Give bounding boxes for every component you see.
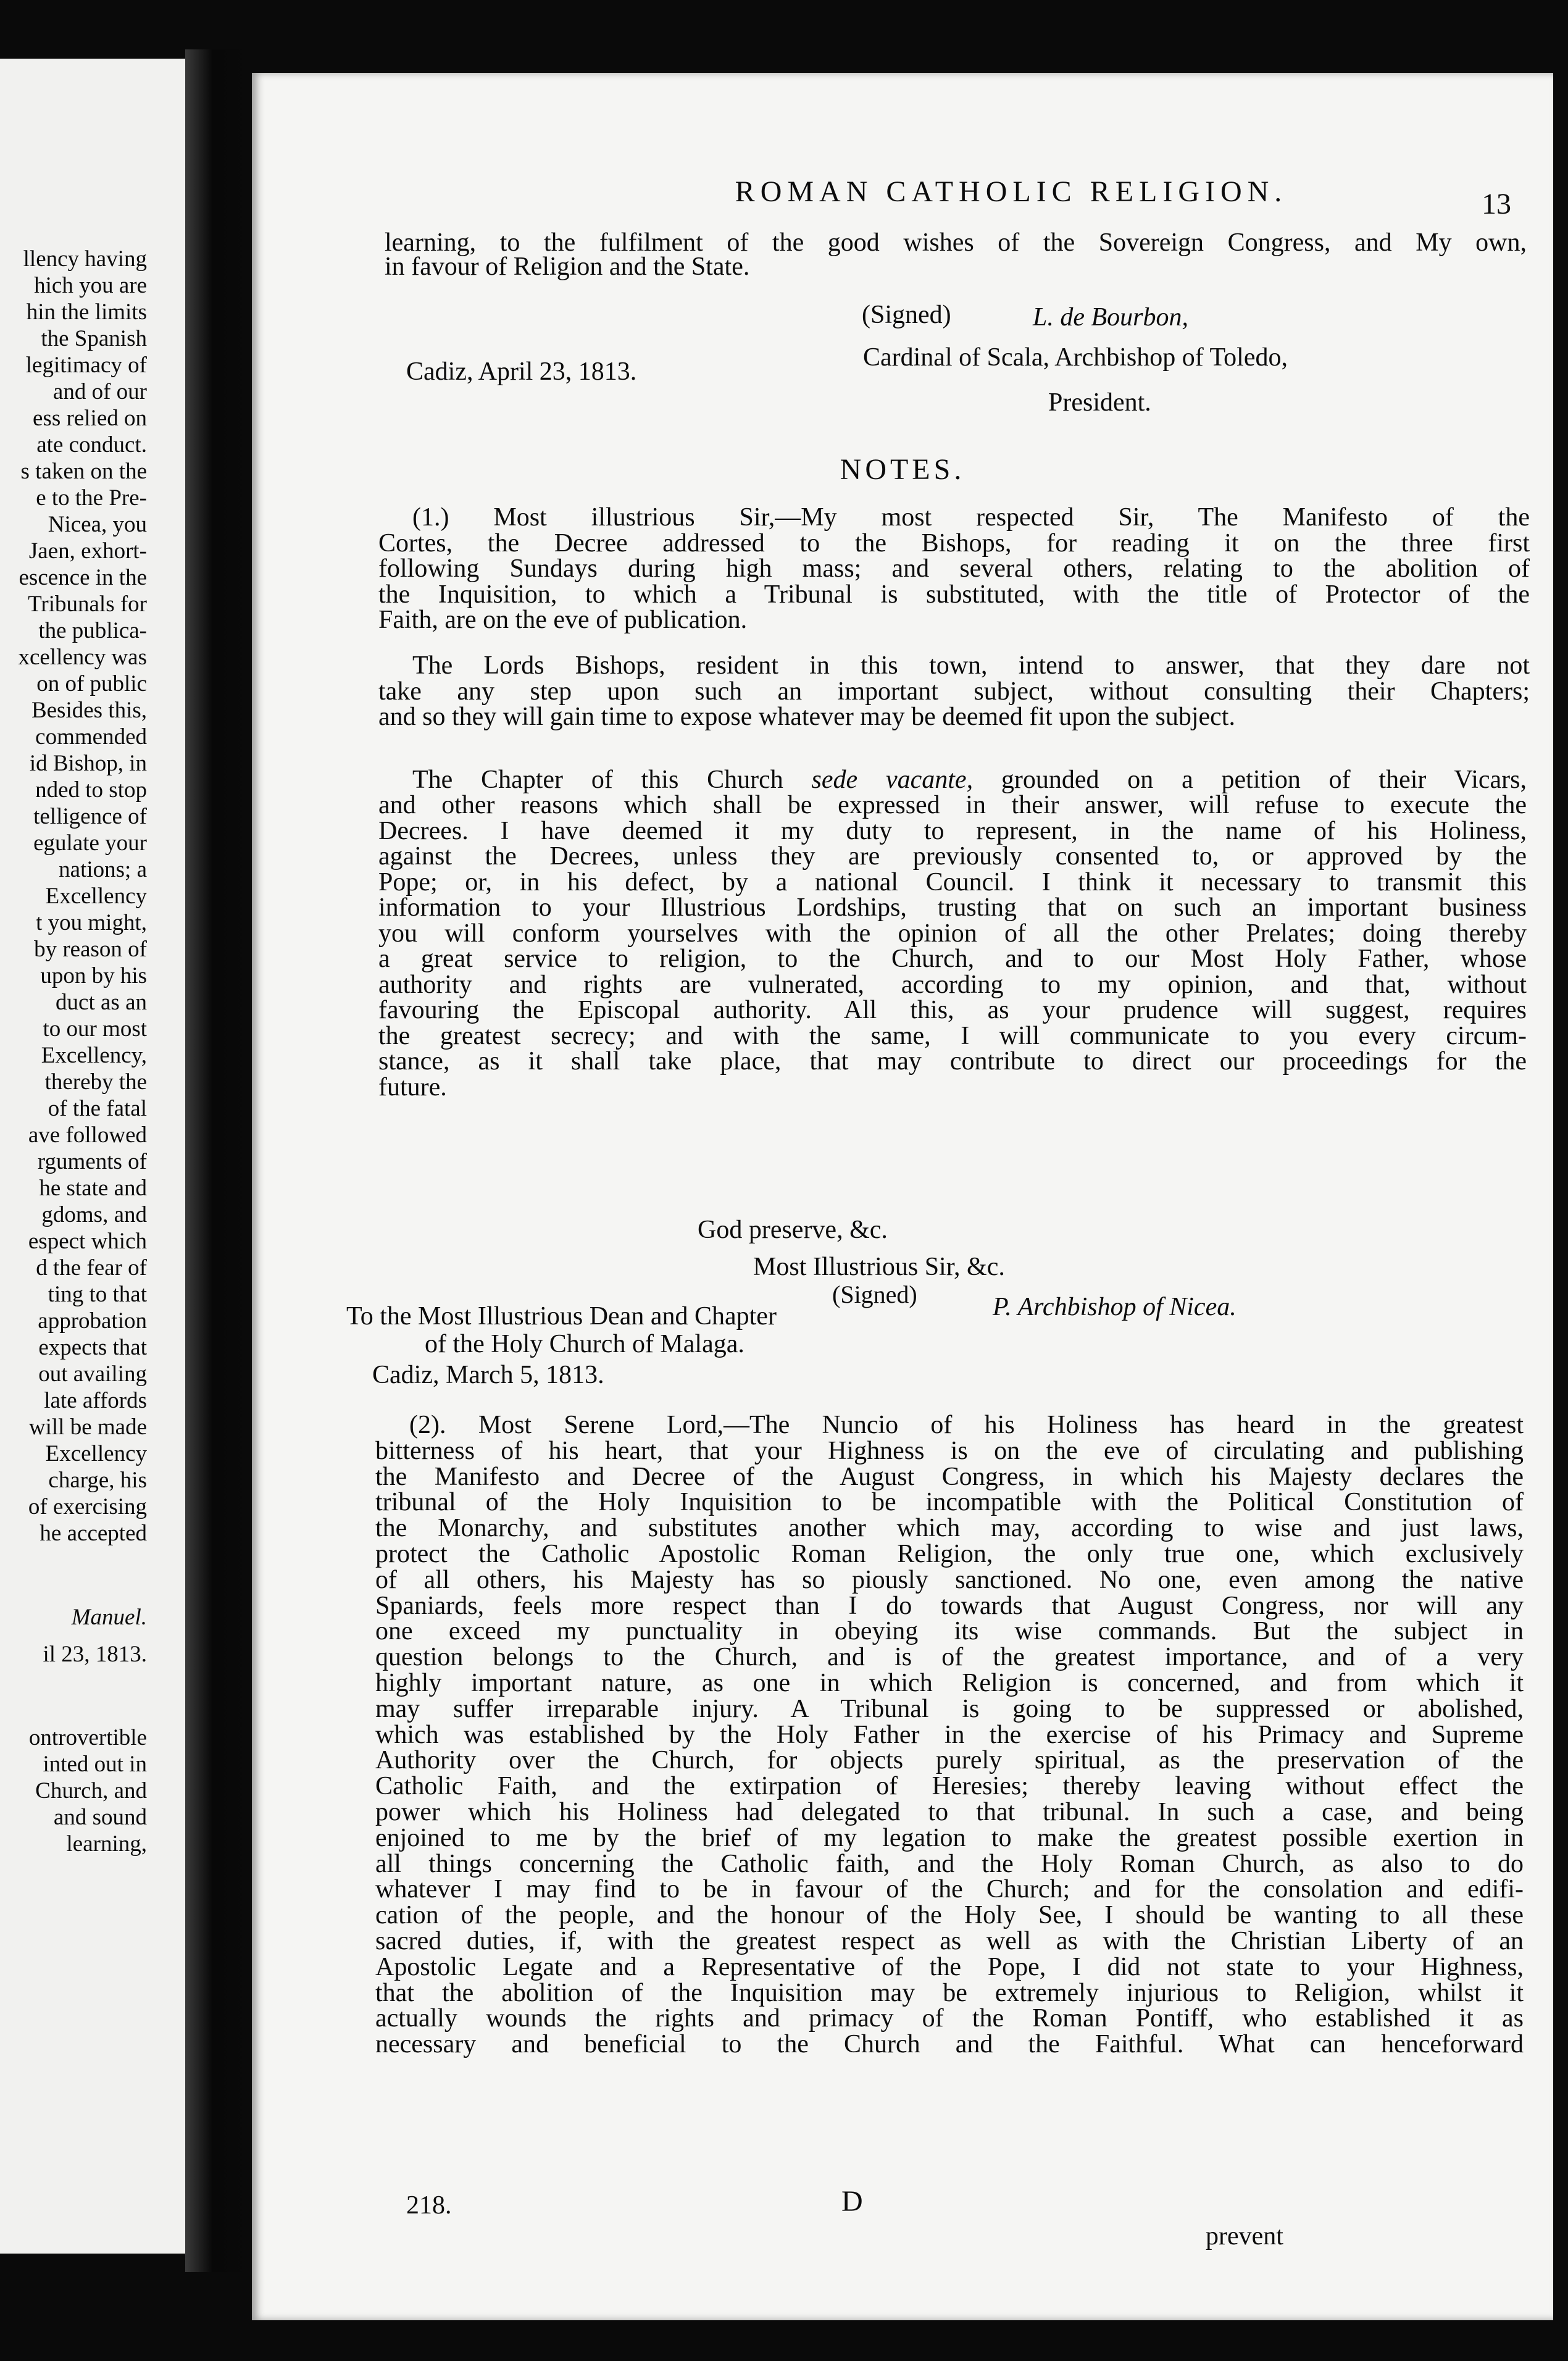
text-line: Cortes, the Decree addressed to the Bishops, for reading it on the three first: [378, 529, 1530, 558]
text-line: enjoined to me by the brief of my legation to make the greatest possible exertion in: [375, 1823, 1524, 1852]
facing-page-line: Excellency,: [41, 1043, 147, 1068]
closing-signed: (Signed): [832, 1281, 917, 1308]
facing-page-line: il 23, 1813.: [43, 1642, 147, 1667]
facing-page-line: he accepted: [40, 1521, 147, 1546]
text-line: (1.) Most illustrious Sir,—My most respected Sir, The Manifesto of the: [412, 503, 1530, 532]
facing-page-line: upon by his: [40, 963, 147, 988]
facing-page-line: Excellency: [45, 884, 147, 909]
text-line: a great service to religion, to the Church, and to our Most Holy Father, whose: [378, 945, 1527, 973]
facing-page-line: Manuel.: [71, 1605, 147, 1630]
facing-page-line: on of public: [36, 671, 147, 696]
text-line: question belongs to the Church, and is of the greatest importance, and of a very: [375, 1643, 1524, 1672]
facing-page-line: llency having: [23, 246, 147, 272]
facing-page-line: s taken on the: [20, 459, 147, 484]
facing-page-line: will be made: [28, 1415, 147, 1440]
text-line: (2). Most Serene Lord,—The Nuncio of his Holiness has heard in the greatest: [409, 1411, 1524, 1439]
text-line: the Inquisition, to which a Tribunal is substituted, with the title of Protector of the: [378, 580, 1530, 609]
facing-page-line: telligence of: [33, 804, 147, 829]
facing-page-line: to our most: [43, 1016, 147, 1042]
facing-page-line: nations; a: [59, 857, 147, 882]
facing-page-line: gdoms, and: [41, 1202, 147, 1227]
closing-salutation: Most Illustrious Sir, &c.: [753, 1253, 1005, 1281]
text-line: tribunal of the Holy Inquisition to be incompatible with the Political Constitution of: [375, 1488, 1524, 1517]
text-line: the Monarchy, and substitutes another which may, according to wise and just laws,: [375, 1514, 1524, 1543]
facing-page-line: espect which: [28, 1229, 147, 1254]
opening-place-date: Cadiz, April 23, 1813.: [406, 357, 637, 386]
closing-signer: P. Archbishop of Nicea.: [993, 1293, 1236, 1321]
closing-god-preserve: God preserve, &c.: [698, 1216, 888, 1244]
text-line-last: future.: [378, 1072, 447, 1101]
text-line: stance, as it shall take place, that may contribute to direct our proceedings for the: [378, 1047, 1527, 1076]
facing-page-line: xcellency was: [18, 645, 147, 670]
text-line: power which his Holiness had delegated to that tribunal. In such a case, and being: [375, 1798, 1524, 1826]
facing-page-line: Besides this,: [31, 698, 147, 723]
text-line: may suffer irreparable injury. A Tribunal is going to be suppressed or abolished,: [375, 1694, 1524, 1723]
facing-page-line: of the fatal: [48, 1096, 147, 1121]
facing-page-line: out availing: [38, 1361, 147, 1387]
facing-page-line: charge, his: [48, 1468, 147, 1493]
text-line: Decrees. I have deemed it my duty to represent, in the name of his Holiness,: [378, 816, 1527, 845]
opening-role: President.: [1048, 388, 1151, 417]
facing-page-line: approbation: [38, 1308, 147, 1334]
facing-page-line: escence in the: [19, 565, 147, 590]
text-line-last: and so they will gain time to expose whatever may be deemed fit upon the subject.: [378, 703, 1235, 731]
signature-mark: D: [841, 2185, 863, 2218]
facing-page-line: the Spanish: [41, 326, 147, 351]
facing-page-line: inted out in: [43, 1752, 147, 1777]
text-segment: grounded on a petition of their Vicars,: [1001, 766, 1527, 794]
text-line: bitterness of his heart, that your Highness is on the eve of circulating and publishing: [375, 1436, 1524, 1465]
facing-page-line: duct as an: [56, 990, 147, 1015]
facing-page-line: rguments of: [37, 1149, 147, 1174]
facing-page-line: hich you are: [34, 273, 147, 298]
opening-line-2: in favour of Religion and the State.: [385, 253, 750, 281]
notes-heading: NOTES.: [840, 453, 965, 486]
page-number: 13: [1482, 188, 1511, 220]
facing-page-line: ave followed: [28, 1122, 147, 1148]
facing-page-line: thereby the: [44, 1069, 147, 1095]
facing-page-line: ate conduct.: [36, 432, 147, 458]
text-line: against the Decrees, unless they are previously consented to, or approved by the: [378, 842, 1527, 871]
running-head: ROMAN CATHOLIC RELIGION.: [735, 175, 1288, 208]
facing-page-line: hin the limits: [26, 299, 147, 325]
text-line: one exceed my punctuality in obeying its wise commands. But the subject in: [375, 1617, 1524, 1646]
closing-addressee-2: of the Holy Church of Malaga.: [425, 1330, 744, 1358]
facing-page-line: and sound: [53, 1805, 147, 1830]
text-line: information to your Illustrious Lordships, trusting that on such an important business: [378, 893, 1527, 922]
text-line: authority and rights are vulnerated, according to my opinion, and that, without: [378, 970, 1527, 999]
text-line: protect the Catholic Apostolic Roman Religion, the only true one, which exclusively: [375, 1540, 1524, 1568]
facing-page-line: egulate your: [33, 830, 147, 856]
text-line-first: [412, 767, 1527, 793]
text-segment: The Chapter of this Church: [412, 766, 783, 794]
facing-page-line: commended: [35, 724, 147, 750]
text-line: take any step upon such an important subject, without consulting their Chapters;: [378, 677, 1530, 706]
text-line: Authority over the Church, for objects purely spiritual, as the preservation of the: [375, 1746, 1524, 1775]
text-line: you will conform yourselves with the opinion of all the other Prelates; doing thereby: [378, 919, 1527, 948]
facing-page-line: learning,: [66, 1831, 147, 1857]
facing-page-line: ting to that: [48, 1282, 147, 1307]
facing-page-line: id Bishop, in: [29, 751, 147, 776]
facing-page-line: of exercising: [28, 1494, 147, 1519]
opening-signer: L. de Bourbon,: [1033, 303, 1188, 332]
text-line: and other reasons which shall be expressed in their answer, will refuse to execute the: [378, 791, 1527, 819]
facing-page-line: d the fear of: [36, 1255, 147, 1281]
text-line: The Lords Bishops, resident in this town, intend to answer, that they dare not: [412, 651, 1530, 680]
facing-page-line: he state and: [39, 1176, 147, 1201]
facing-page-line: Church, and: [35, 1778, 147, 1803]
closing-date: Cadiz, March 5, 1813.: [372, 1361, 604, 1389]
facing-page-line: legitimacy of: [25, 353, 147, 378]
main-page: [252, 73, 1553, 2320]
text-line-last: Faith, are on the eve of publication.: [378, 606, 748, 634]
facing-page-line: e to the Pre-: [36, 485, 147, 511]
facing-page-fragment: [0, 59, 185, 2254]
latin-phrase: sede vacante,: [811, 766, 974, 794]
facing-page-line: the publica-: [38, 618, 147, 643]
text-line: whatever I may find to be in favour of the Church; and for the consolation and edifi-: [375, 1875, 1524, 1904]
text-line: of all others, his Majesty has so piously sanctioned. No one, even among the native: [375, 1565, 1524, 1594]
signature-number: 218.: [406, 2191, 452, 2220]
closing-addressee: To the Most Illustrious Dean and Chapter: [346, 1302, 777, 1331]
text-line: highly important nature, as one in which Religion is concerned, and from which it: [375, 1669, 1524, 1697]
facing-page-line: Tribunals for: [28, 591, 147, 617]
facing-page-line: t you might,: [36, 910, 147, 935]
text-line: favouring the Episcopal authority. All this, as your prudence will suggest, requires: [378, 996, 1527, 1024]
opening-signed: (Signed): [862, 301, 951, 329]
facing-page-line: nded to stop: [35, 777, 147, 803]
text-line: sacred duties, if, with the greatest respect as well as with the Christian Liberty of an: [375, 1927, 1524, 1955]
text-line: actually wounds the rights and primacy of the Roman Pontiff, who established it as: [375, 2004, 1524, 2033]
text-line: Apostolic Legate and a Representative of the Pope, I did not state to your Highness,: [375, 1952, 1524, 1981]
text-line: Spaniards, feels more respect than I do towards that August Congress, nor will any: [375, 1591, 1524, 1620]
opening-line-1: learning, to the fulfilment of the good wishes of the Sovereign Congress, and My own,: [385, 228, 1527, 257]
text-line: following Sundays during high mass; and several others, relating to the abolition of: [378, 554, 1530, 583]
text-line: Catholic Faith, and the extirpation of Heresies; thereby leaving without effect the: [375, 1772, 1524, 1801]
text-line: that the abolition of the Inquisition may be extremely injurious to Religion, whilst it: [375, 1978, 1524, 2007]
facing-page-line: late affords: [44, 1388, 147, 1413]
catchword: prevent: [1206, 2222, 1283, 2250]
facing-page-line: Excellency: [45, 1441, 147, 1466]
text-line: the greatest secrecy; and with the same, I will communicate to you every circum-: [378, 1021, 1527, 1050]
facing-page-line: and of our: [52, 379, 147, 404]
facing-page-line: ess relied on: [33, 406, 147, 431]
text-line: which was established by the Holy Father in the exercise of his Primacy and Supreme: [375, 1720, 1524, 1749]
facing-page-line: Nicea, you: [48, 512, 147, 537]
text-line: cation of the people, and the honour of the Holy See, I should be wanting to all these: [375, 1901, 1524, 1930]
facing-page-line: expects that: [38, 1335, 147, 1360]
facing-page-line: by reason of: [34, 937, 147, 962]
text-line: the Manifesto and Decree of the August Congress, in which his Majesty declares the: [375, 1462, 1524, 1491]
text-line: all things concerning the Catholic faith, and the Holy Roman Church, as also to do: [375, 1849, 1524, 1878]
book-gutter: [185, 49, 253, 2272]
text-line: necessary and beneficial to the Church and the Faithful. What can henceforward: [375, 2030, 1524, 2059]
opening-title: Cardinal of Scala, Archbishop of Toledo,: [863, 343, 1288, 372]
text-line: Pope; or, in his defect, by a national Council. I think it necessary to transmit this: [378, 867, 1527, 896]
facing-page-line: ontrovertible: [28, 1725, 147, 1750]
facing-page-line: Jaen, exhort-: [28, 538, 147, 564]
